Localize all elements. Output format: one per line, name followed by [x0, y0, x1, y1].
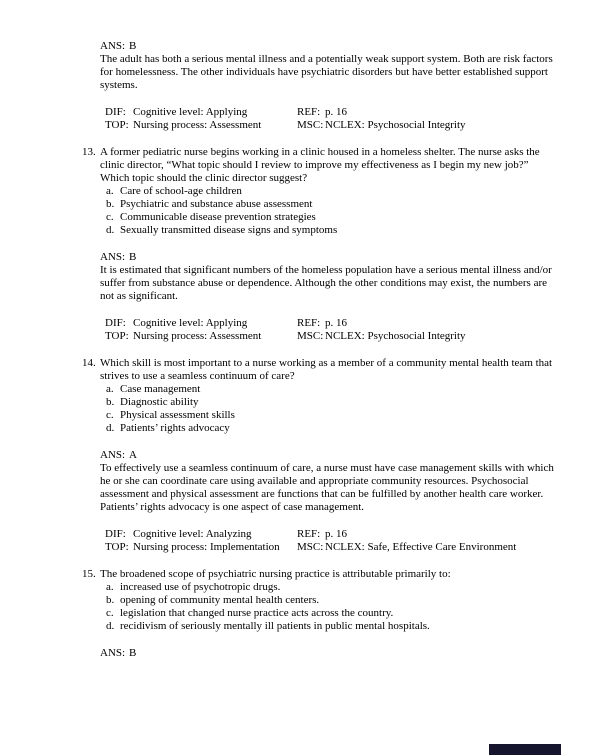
- answer-line: [100, 40, 562, 53]
- question-stem: The broadened scope of psychiatric nursing practice is attributable primarily to:: [100, 568, 451, 580]
- question-number: 15.: [82, 568, 96, 580]
- question-14-row: [82, 357, 562, 554]
- option-c: [106, 409, 556, 422]
- option-text: legislation that changed nurse practice acts across the country.: [120, 607, 394, 619]
- options-list: [100, 185, 556, 237]
- option-letter: b.: [106, 198, 115, 210]
- option-text: Diagnostic ability: [120, 396, 199, 408]
- option-d: [106, 422, 556, 435]
- option-text: opening of community mental health centers.: [120, 594, 320, 606]
- option-letter: c.: [106, 409, 114, 421]
- options-list: [100, 581, 556, 633]
- option-a: [106, 185, 556, 198]
- answer-line: [100, 647, 556, 660]
- option-b: [106, 198, 556, 211]
- option-text: increased use of psychotropic drugs.: [120, 581, 281, 593]
- ans-label: ANS:: [100, 449, 126, 461]
- option-b: [106, 396, 556, 409]
- question-stem: Which skill is most important to a nurse working as a member of a community mental health team that strives to use a seamless continuum of care?: [100, 357, 553, 382]
- meta-block: [105, 528, 556, 554]
- option-letter: a.: [106, 185, 114, 197]
- top-label: TOP:: [105, 119, 129, 131]
- question-13-row: [82, 146, 562, 343]
- option-text: Case management: [120, 383, 201, 395]
- answer-section-previous: [100, 40, 562, 132]
- msc-value: NCLEX: Safe, Effective Care Environment: [325, 541, 517, 553]
- option-c: [106, 607, 556, 620]
- question-body: [100, 146, 556, 343]
- option-a: [106, 383, 556, 396]
- msc-label: MSC:: [297, 330, 324, 342]
- option-text: Communicable disease prevention strategies: [120, 211, 316, 223]
- option-letter: d.: [106, 422, 115, 434]
- question-body: [100, 357, 556, 554]
- msc-value: NCLEX: Psychosocial Integrity: [325, 330, 466, 342]
- ref-value: p. 16: [325, 317, 347, 329]
- option-text: Patients’ rights advocacy: [120, 422, 230, 434]
- rationale-text: The adult has both a serious mental illness and a potentially weak support system. Both are risk factors for homelessness. The other individuals have psychiatric disorders but have better established support systems.: [100, 53, 553, 91]
- ref-label: REF:: [297, 106, 321, 118]
- question-13: [82, 146, 562, 343]
- ans-value: B: [129, 40, 137, 52]
- question-14: [82, 357, 562, 554]
- option-text: Physical assessment skills: [120, 409, 235, 421]
- meta-block: [105, 106, 562, 132]
- option-a: [106, 581, 556, 594]
- question-15-row: [82, 568, 562, 660]
- ans-label: ANS:: [100, 251, 126, 263]
- option-d: [106, 224, 556, 237]
- answer-line: [100, 449, 556, 462]
- meta-row-dif-ref: [105, 106, 562, 119]
- option-c: [106, 211, 556, 224]
- top-label: TOP:: [105, 541, 129, 553]
- msc-label: MSC:: [297, 541, 324, 553]
- option-letter: a.: [106, 383, 114, 395]
- rationale-text: It is estimated that significant numbers of the homeless population have a serious mental illness and/or suffer from substance abuse or dependence. Although the other conditions may exist, the numbers are not as significant.: [100, 264, 552, 302]
- top-value: Nursing process: Assessment: [133, 119, 262, 131]
- top-value: Nursing process: Implementation: [133, 541, 280, 553]
- question-number: 14.: [82, 357, 96, 369]
- cutoff-bottom-right-button[interactable]: [489, 744, 561, 755]
- top-label: TOP:: [105, 330, 129, 342]
- ref-value: p. 16: [325, 528, 347, 540]
- option-letter: b.: [106, 594, 115, 606]
- ans-label: ANS:: [100, 647, 126, 659]
- option-text: recidivism of seriously mentally ill patients in public mental hospitals.: [120, 620, 430, 632]
- dif-value: Cognitive level: Analyzing: [133, 528, 252, 540]
- option-b: [106, 594, 556, 607]
- question-number: 13.: [82, 146, 96, 158]
- msc-label: MSC:: [297, 119, 324, 131]
- top-value: Nursing process: Assessment: [133, 330, 262, 342]
- rationale-text: To effectively use a seamless continuum of care, a nurse must have case management skills with which he or she can coordinate care using available and appropriate community resources. Psychosocial assessment and physical assessment are functions that can be fulfilled by another health care worker. Patients’ rights advocacy is one aspect of case management.: [100, 462, 554, 513]
- ans-value: B: [129, 647, 137, 659]
- option-letter: d.: [106, 224, 115, 236]
- option-text: Psychiatric and substance abuse assessment: [120, 198, 313, 210]
- option-d: [106, 620, 556, 633]
- options-list: [100, 383, 556, 435]
- meta-row-top-msc: [105, 541, 556, 554]
- option-text: Care of school-age children: [120, 185, 242, 197]
- question-body: [100, 568, 556, 660]
- dif-value: Cognitive level: Applying: [133, 317, 248, 329]
- meta-row-dif-ref: [105, 317, 556, 330]
- ans-label: ANS:: [100, 40, 126, 52]
- dif-value: Cognitive level: Applying: [133, 106, 248, 118]
- ans-value: A: [129, 449, 137, 461]
- dif-label: DIF:: [105, 528, 126, 540]
- meta-row-top-msc: [105, 119, 562, 132]
- ref-label: REF:: [297, 528, 321, 540]
- ref-label: REF:: [297, 317, 321, 329]
- option-letter: c.: [106, 607, 114, 619]
- meta-row-top-msc: [105, 330, 556, 343]
- question-stem: A former pediatric nurse begins working in a clinic housed in a homeless shelter. The nurse asks the clinic director, “What topic should I review to improve my effectiveness as I begin my new job?” Which topic should the clinic director suggest?: [100, 146, 540, 184]
- ans-value: B: [129, 251, 137, 263]
- meta-block: [105, 317, 556, 343]
- option-letter: a.: [106, 581, 114, 593]
- answer-line: [100, 251, 556, 264]
- dif-label: DIF:: [105, 106, 126, 118]
- dif-label: DIF:: [105, 317, 126, 329]
- meta-row-dif-ref: [105, 528, 556, 541]
- msc-value: NCLEX: Psychosocial Integrity: [325, 119, 466, 131]
- ref-value: p. 16: [325, 106, 347, 118]
- option-letter: c.: [106, 211, 114, 223]
- option-letter: d.: [106, 620, 115, 632]
- option-letter: b.: [106, 396, 115, 408]
- question-15: [82, 568, 562, 660]
- option-text: Sexually transmitted disease signs and symptoms: [120, 224, 338, 236]
